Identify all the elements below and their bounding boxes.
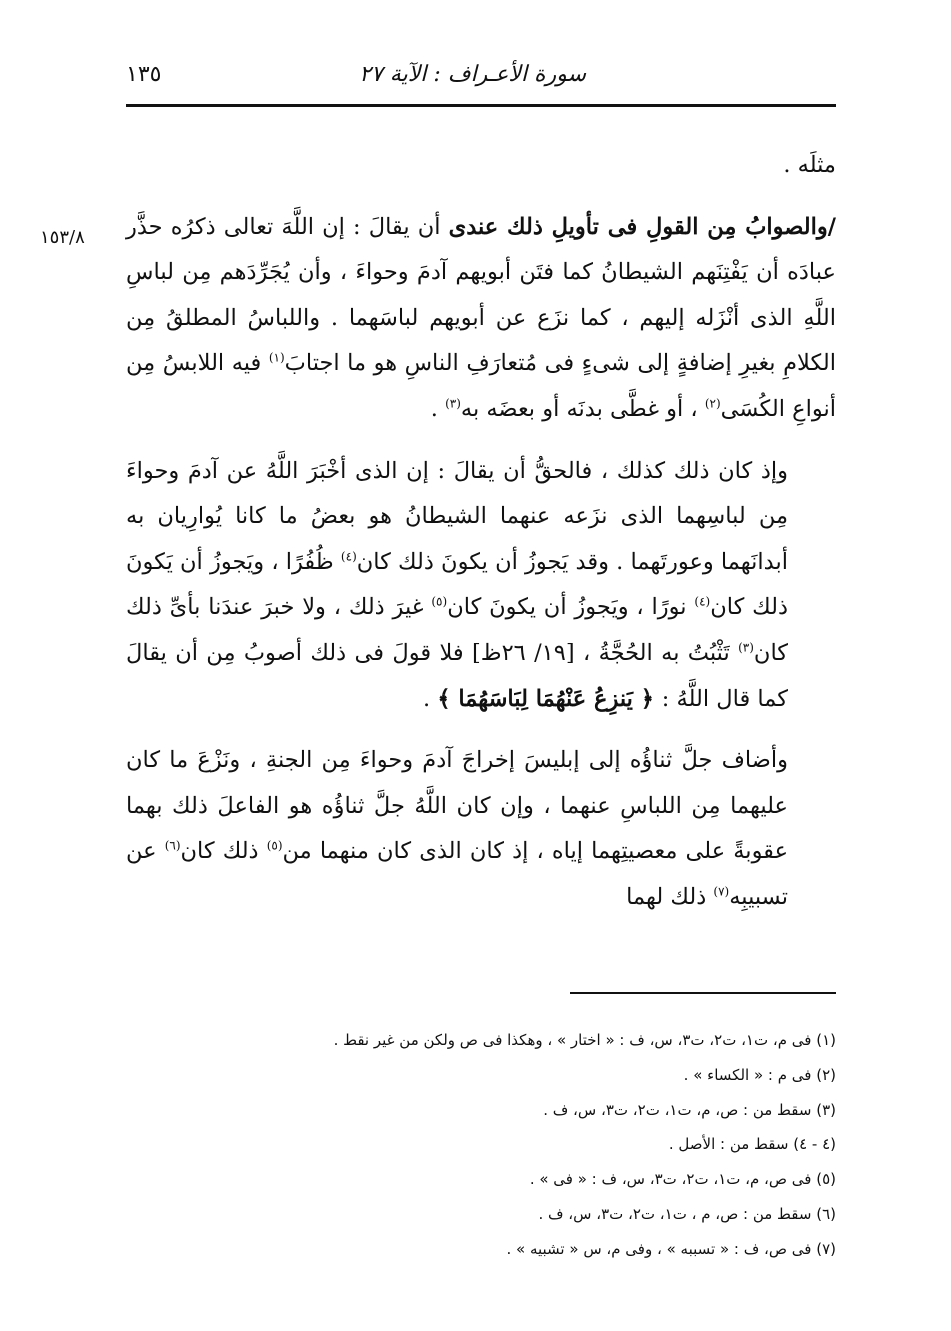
footnote-rule (570, 992, 836, 994)
paragraph-0 (126, 143, 836, 189)
paragraph-0-text: مثلَه . (783, 152, 836, 178)
paragraph-2-text: ظُفُرًا ، ويَجوزُ أن يَكونَ ذلك كان (126, 548, 788, 621)
paragraph-3 (126, 738, 836, 920)
paragraph-3-text: عن تسبيبِه (126, 838, 788, 910)
footnote-6: (٦) سقط من : ص، م ، ت١، ت٢، ت٣، س، ف . (538, 1204, 836, 1223)
footnote-ref[interactable]: (٢) (704, 396, 721, 411)
main-text (126, 143, 836, 921)
footnote-2: (٢) فى م : « الكساء » . (683, 1065, 836, 1084)
footnote-ref[interactable]: (٦) (164, 838, 181, 853)
footnote-ref[interactable]: (٥) (266, 838, 283, 853)
paragraph-1-text: . (430, 395, 446, 422)
footnote-ref[interactable]: (٧) (713, 884, 730, 899)
footnote-4: (٤ - ٤) سقط من : الأصل . (668, 1135, 836, 1154)
footnote-ref[interactable]: (٥) (431, 594, 448, 609)
footnote-3: (٣) سقط من : ص، م، ت١، ت٢، ت٣، س، ف . (543, 1100, 836, 1119)
header-title: سورة الأعـراف : الآية ٢٧ (359, 62, 586, 87)
paragraph-1-text: فيه اللابسُ مِن أنواعِ الكُسَى (126, 350, 836, 422)
paragraph-2-text: نورًا ، ويَجوزُ أن يكونَ كان (447, 594, 695, 621)
paragraph-3-text: ذلك لهما (626, 883, 714, 910)
paragraph-2 (126, 449, 836, 723)
footnote-ref[interactable]: (٤) (340, 549, 357, 564)
bold-phrase: /والصوابُ مِن القولِ فى تأويلِ ذلك عندى (448, 213, 836, 240)
paragraph-2-text: . (423, 685, 438, 712)
footnote-1: (١) فى م، ت١، ت٢، ت٣، س، ف : « اختار » ، وهكذا فى ص ولكن من غير نقط . (333, 1031, 836, 1049)
paragraph-3-text: وأضاف جلَّ ثناؤُه إلى إبليسَ إخراجَ آدمَ وحواءَ مِن الجنةِ ، ونَزْعَ ما كان عليهما مِن اللباسِ عنهما ، وإن كان اللَّهُ جلَّ ثناؤُه هو الفاعلَ ذلك بهما عقوبةً على معصيتِهما إياه ، إذ كان الذى كان منهما من (126, 747, 788, 865)
footnote-ref[interactable]: (٤) (694, 594, 711, 609)
footnote-ref[interactable]: (١) (268, 350, 285, 365)
paragraph-3-text: ذلك كان (180, 838, 267, 865)
paragraph-1 (126, 205, 836, 433)
paragraph-2-text: تَثْبُتُ به الحُجَّةُ ، [١٩/ ٢٦ظ] فلا قولَ فى ذلك أصوبُ مِن أن يقالَ كما قال اللَّهُ : (126, 639, 788, 712)
page-number: ١٣٥ (126, 62, 162, 87)
footnote-ref[interactable]: (٣) (445, 396, 461, 411)
paragraph-1-text: أن يقالَ : إن اللَّهَ تعالى ذكرُه حذَّر عبادَه أن يَفْتِنَهم الشيطانُ كما فتَن أبويهم آدمَ وحواءَ ، وأن يُجَرِّدَهم مِن لباسِ اللَّهِ الذى أنْزَله إليهم ، كما نزَع عن أبويهم لباسَهما . واللباسُ المطلقُ مِن الكلامِ بغيرِ إضافةٍ إلى شىءٍ فى مُتعارَفِ الناسِ هو ما اجتابَ (126, 213, 836, 377)
paragraph-2-text: غيرَ ذلك ، ولا خبرَ عندَنا بأىِّ ذلك كان (126, 594, 789, 666)
paragraph-1-text: ، أو غطَّى بدنَه أو بعضَه به (460, 395, 705, 422)
header-rule (126, 104, 836, 107)
footnote-ref[interactable]: (٣) (738, 640, 754, 655)
footnotes (126, 1023, 836, 1267)
footnote-7: (٧) فى ص، ف : « تسببه » ، وفى م، س « تشبيه » . (506, 1239, 836, 1258)
running-header (126, 60, 836, 100)
paragraph-2-text: وإذ كان ذلك كذلك ، فالحقُّ أن يقالَ : إن الذى أخْبَرَ اللَّهُ عن آدمَ وحواءَ مِن لباسِهما الذى نزَعه عنهما الشيطانُ هو بعضُ ما كانا يُوارِيان به أبدانَهما وعورتَهما . وقد يَجوزُ أن يكونَ ذلك كان (126, 457, 788, 575)
margin-reference: ١٥٣/٨ (40, 227, 85, 248)
quran-quote: ﴿ يَنزِعُ عَنْهُمَا لِبَاسَهُمَا ﴾ (437, 685, 662, 712)
footnote-5: (٥) فى ص، م، ت١، ت٢، ت٣، س، ف : « فى » . (529, 1170, 836, 1189)
